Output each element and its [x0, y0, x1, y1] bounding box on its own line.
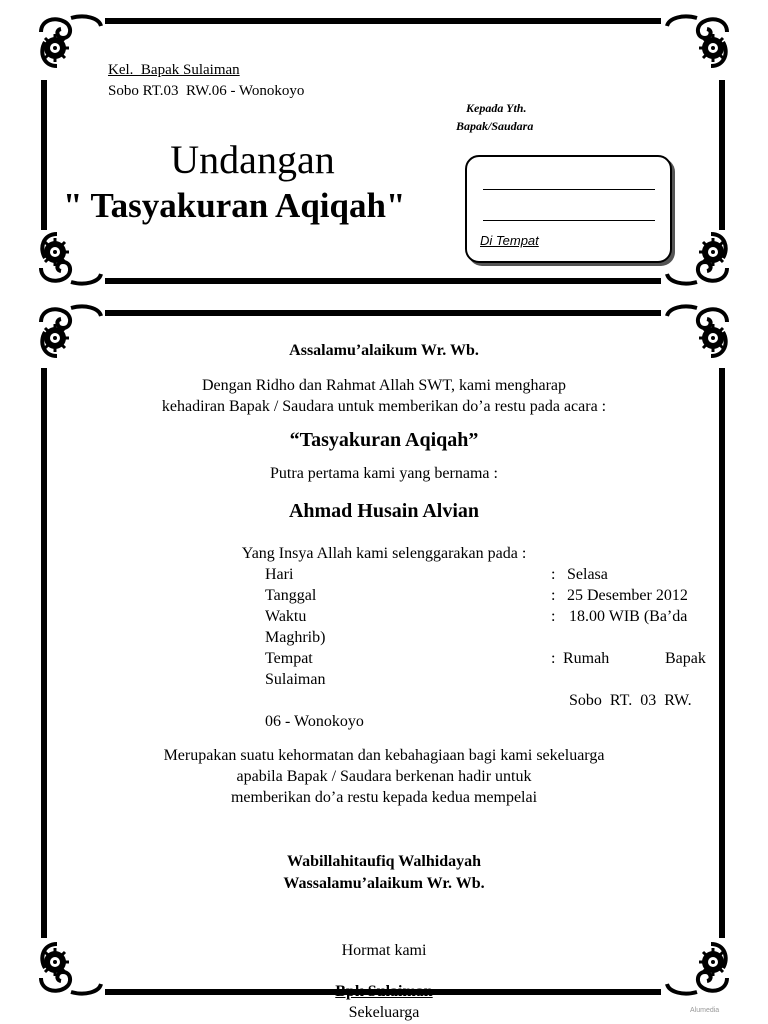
frame-top-line — [105, 18, 661, 24]
frame-right-line — [719, 80, 725, 230]
day-value: Selasa — [567, 566, 608, 583]
sender-name: Kel. Bapak Sulaiman — [108, 62, 240, 78]
time-label: Waktu — [265, 608, 307, 625]
detail-separator: : — [551, 587, 556, 604]
time-value: 18.00 WIB (Ba’da — [569, 608, 688, 625]
signature-name: Bpk Sulaiman — [335, 983, 433, 1000]
intro-line2: kehadiran Bapak / Saudara untuk memberikan do’a restu pada acara : — [161, 398, 607, 415]
closing-line3: memberikan do’a restu kepada kedua mempelai — [230, 789, 538, 806]
schedule-intro: Yang Insya Allah kami selenggarakan pada : — [241, 545, 527, 562]
invitation-subtitle: " Tasyakuran Aqiqah" — [63, 186, 406, 225]
invitation-title: Undangan — [170, 137, 335, 182]
frame-left-line — [41, 80, 47, 230]
di-tempat-label: Di Tempat — [480, 233, 539, 248]
time-value-continued: Maghrib) — [265, 629, 326, 646]
day-label: Hari — [265, 566, 294, 583]
address-line — [483, 189, 655, 190]
ornament-corner-icon — [663, 228, 733, 288]
date-label: Tanggal — [265, 587, 317, 604]
son-intro: Putra pertama kami yang bernama : — [270, 465, 498, 482]
recipient-line2: Bapak/Saudara — [456, 119, 534, 133]
event-title: “Tasyakuran Aqiqah” — [289, 429, 479, 451]
frame-bottom-line — [105, 278, 661, 284]
intro-line1: Dengan Ridho dan Rahmat Allah SWT, kami mengharap — [201, 377, 567, 394]
sender-address: Sobo RT.03 RW.06 - Wonokoyo — [108, 83, 305, 99]
watermark: Alumedia — [690, 1007, 720, 1014]
detail-separator: : — [551, 608, 556, 625]
detail-separator: : — [551, 650, 556, 667]
closing-line1: Merupakan suatu kehormatan dan kebahagiaan bagi kami sekeluarga — [163, 747, 605, 764]
place-address-continued: 06 - Wonokoyo — [265, 713, 364, 730]
place-value-rumah: Rumah — [563, 650, 610, 667]
place-label: Tempat — [265, 650, 313, 667]
closing-line2: apabila Bapak / Saudara berkenan hadir untuk — [236, 768, 532, 785]
date-value: 25 Desember 2012 — [567, 587, 688, 604]
wabillahi-line: Wabillahitaufiq Walhidayah — [286, 853, 481, 870]
family-line: Sekeluarga — [348, 1004, 420, 1021]
address-line — [483, 220, 655, 221]
recipient-line1: Kepada Yth. — [466, 101, 527, 115]
greeting: Assalamu’alaikum Wr. Wb. — [289, 342, 479, 359]
ornament-corner-icon — [35, 12, 105, 72]
address-box — [465, 155, 672, 263]
ornament-corner-icon — [35, 228, 105, 288]
hormat-kami: Hormat kami — [341, 942, 427, 959]
place-address: Sobo RT. 03 RW. — [569, 692, 692, 709]
ornament-corner-icon — [663, 12, 733, 72]
detail-separator: : — [551, 566, 556, 583]
place-value-bapak: Bapak — [665, 650, 706, 667]
frame-top-line — [105, 310, 661, 316]
place-value-continued: Sulaiman — [265, 671, 326, 688]
wassalamu-line: Wassalamu’alaikum Wr. Wb. — [283, 875, 485, 892]
child-name: Ahmad Husain Alvian — [288, 500, 480, 522]
